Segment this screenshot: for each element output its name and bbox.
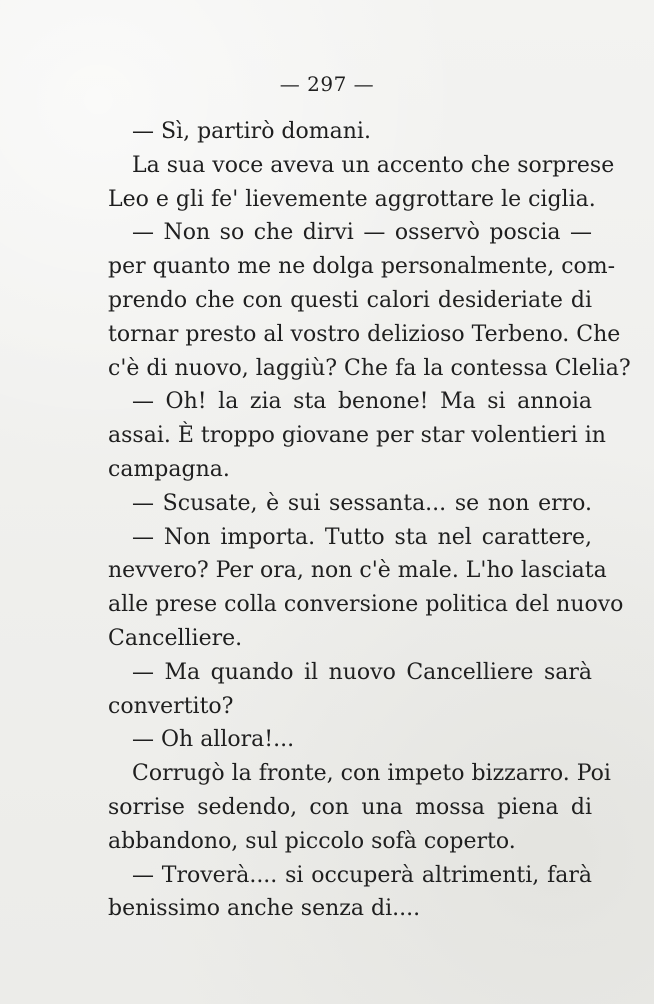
body-text bbox=[108, 115, 631, 926]
text-line: assai. È troppo giovane per star volentieri in bbox=[108, 423, 606, 449]
text-line: alle prese colla conversione politica del nuovo bbox=[108, 592, 624, 618]
text-line: — Scusate, è sui sessanta... se non erro. bbox=[132, 490, 592, 516]
text-line: — Oh! la zia sta benone! Ma si annoia bbox=[132, 389, 592, 415]
page-number: — 297 — bbox=[279, 72, 375, 96]
text-line: campagna. bbox=[108, 456, 230, 482]
text-line: — Non so che dirvi — osservò poscia — bbox=[132, 220, 592, 246]
text-line: — Troverà.... si occuperà altrimenti, farà bbox=[132, 862, 592, 888]
text-line: sorrise sedendo, con una mossa piena di bbox=[108, 794, 592, 820]
text-line: c'è di nuovo, laggiù? Che fa la contessa Clelia? bbox=[108, 355, 631, 381]
text-line: abbandono, sul piccolo sofà coperto. bbox=[108, 828, 516, 854]
text-line: prendo che con questi calori desideriate di bbox=[108, 287, 592, 313]
text-line: La sua voce aveva un accento che sorprese bbox=[132, 152, 615, 178]
text-line: Cancelliere. bbox=[108, 625, 243, 651]
text-line: — Non importa. Tutto sta nel carattere, bbox=[132, 524, 592, 550]
text-line: — Oh allora!... bbox=[132, 727, 295, 753]
text-line: tornar presto al vostro delizioso Terbeno. Che bbox=[108, 321, 621, 347]
text-line: per quanto me ne dolga personalmente, com- bbox=[108, 254, 616, 280]
text-line: Leo e gli fe' lievemente aggrottare le ciglia. bbox=[108, 186, 596, 212]
text-line: Corrugò la fronte, con impeto bizzarro. Poi bbox=[132, 761, 611, 787]
text-line: — Sì, partirò domani. bbox=[132, 119, 371, 144]
text-line: benissimo anche senza di.... bbox=[108, 896, 421, 922]
text-line: nevvero? Per ora, non c'è male. L'ho lasciata bbox=[108, 558, 607, 584]
text-line: — Ma quando il nuovo Cancelliere sarà bbox=[132, 659, 592, 685]
text-line: convertito? bbox=[108, 693, 234, 719]
